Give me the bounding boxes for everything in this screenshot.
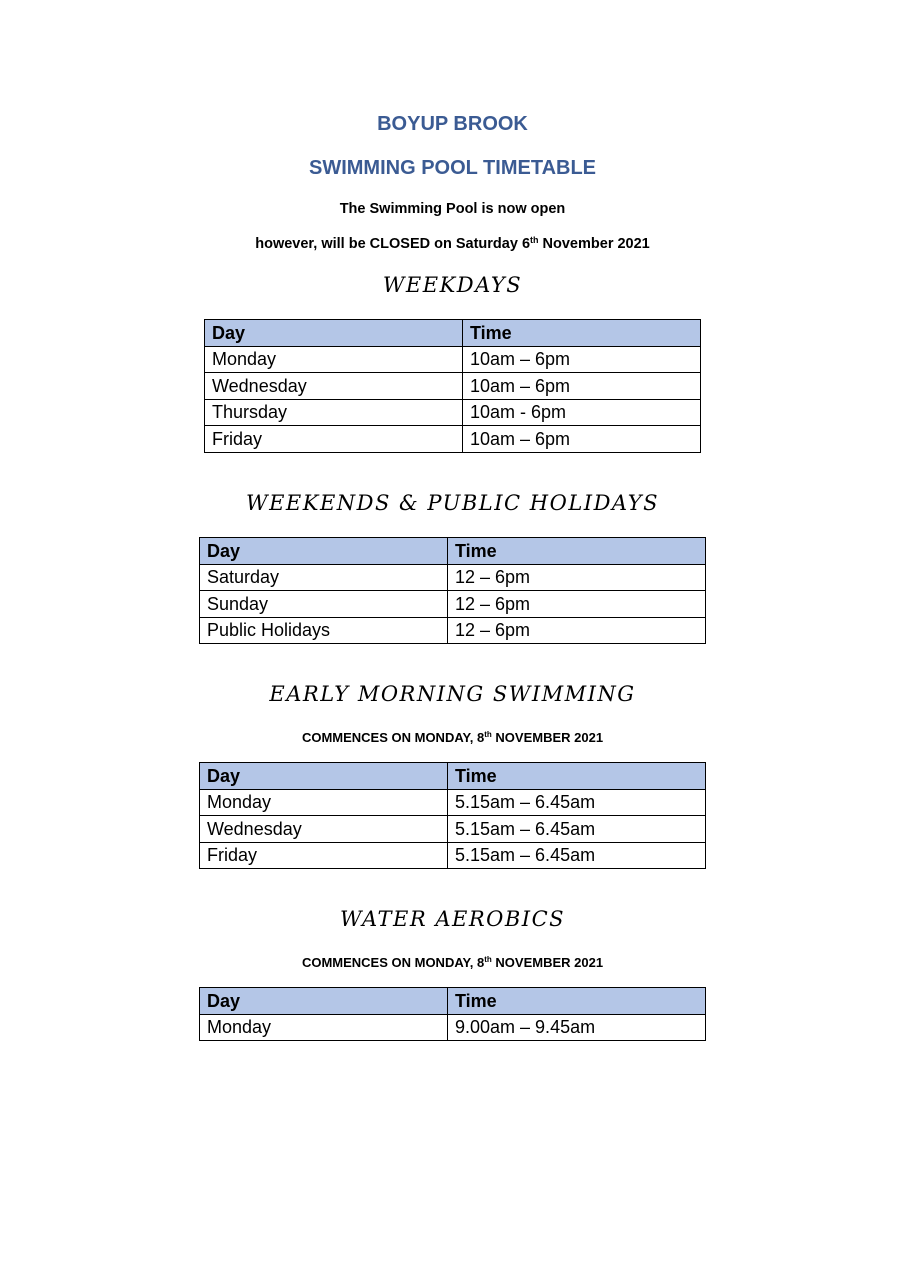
water-aerobics-commence — [0, 955, 905, 970]
cell-time: 12 – 6pm — [448, 591, 706, 618]
table-row — [200, 842, 706, 869]
column-header-day: Day — [205, 320, 463, 347]
table-row — [205, 399, 701, 426]
column-header-day: Day — [200, 763, 448, 790]
early-morning-commence — [0, 730, 905, 745]
weekends-heading: WEEKENDS & PUBLIC HOLIDAYS — [246, 491, 659, 515]
column-header-time: Time — [448, 988, 706, 1015]
table-row — [200, 617, 706, 644]
cell-day: Friday — [205, 426, 463, 453]
page-subtitle: SWIMMING POOL TIMETABLE — [308, 157, 597, 179]
notice-open: The Swimming Pool is now open — [339, 201, 566, 217]
cell-time: 12 – 6pm — [448, 617, 706, 644]
early-morning-heading: EARLY MORNING SWIMMING — [269, 682, 636, 706]
commence-sup: th — [484, 955, 492, 964]
commence-suffix: NOVEMBER 2021 — [491, 730, 604, 745]
weekdays-heading: WEEKDAYS — [382, 273, 523, 297]
water-aerobics-table — [199, 987, 706, 1041]
cell-time: 5.15am – 6.45am — [448, 816, 706, 843]
cell-time: 12 – 6pm — [448, 564, 706, 591]
column-header-time: Time — [463, 320, 701, 347]
commence-suffix: NOVEMBER 2021 — [491, 955, 604, 970]
notice-closed-sup: th — [530, 235, 539, 245]
cell-day: Saturday — [200, 564, 448, 591]
commence-text: COMMENCES ON MONDAY, 8 — [301, 730, 485, 745]
notice-closed-text: however, will be CLOSED on Saturday 6 — [255, 236, 531, 252]
column-header-time: Time — [448, 538, 706, 565]
table-row — [200, 789, 706, 816]
cell-time: 10am – 6pm — [463, 426, 701, 453]
cell-day: Thursday — [205, 399, 463, 426]
notice-closed — [0, 235, 905, 252]
table-header-row — [200, 538, 706, 565]
cell-time: 9.00am – 9.45am — [448, 1014, 706, 1041]
early-morning-table — [199, 762, 706, 869]
weekdays-table — [204, 319, 701, 453]
page-title: BOYUP BROOK — [377, 113, 528, 135]
water-aerobics-heading: WATER AEROBICS — [339, 907, 566, 931]
commence-text: COMMENCES ON MONDAY, 8 — [301, 955, 485, 970]
cell-day: Wednesday — [205, 373, 463, 400]
cell-time: 5.15am – 6.45am — [448, 789, 706, 816]
table-row — [200, 1014, 706, 1041]
table-row — [205, 346, 701, 373]
table-header-row — [205, 320, 701, 347]
cell-time: 10am – 6pm — [463, 346, 701, 373]
weekends-table — [199, 537, 706, 644]
cell-day: Friday — [200, 842, 448, 869]
table-row — [205, 426, 701, 453]
cell-day: Wednesday — [200, 816, 448, 843]
cell-day: Monday — [200, 789, 448, 816]
table-row — [200, 591, 706, 618]
cell-time: 10am - 6pm — [463, 399, 701, 426]
column-header-time: Time — [448, 763, 706, 790]
table-row — [200, 564, 706, 591]
cell-time: 10am – 6pm — [463, 373, 701, 400]
cell-day: Monday — [200, 1014, 448, 1041]
cell-day: Sunday — [200, 591, 448, 618]
notice-closed-suffix: November 2021 — [538, 236, 650, 252]
table-header-row — [200, 763, 706, 790]
cell-day: Public Holidays — [200, 617, 448, 644]
column-header-day: Day — [200, 538, 448, 565]
table-row — [205, 373, 701, 400]
cell-time: 5.15am – 6.45am — [448, 842, 706, 869]
column-header-day: Day — [200, 988, 448, 1015]
cell-day: Monday — [205, 346, 463, 373]
table-row — [200, 816, 706, 843]
commence-sup: th — [484, 730, 492, 739]
table-header-row — [200, 988, 706, 1015]
